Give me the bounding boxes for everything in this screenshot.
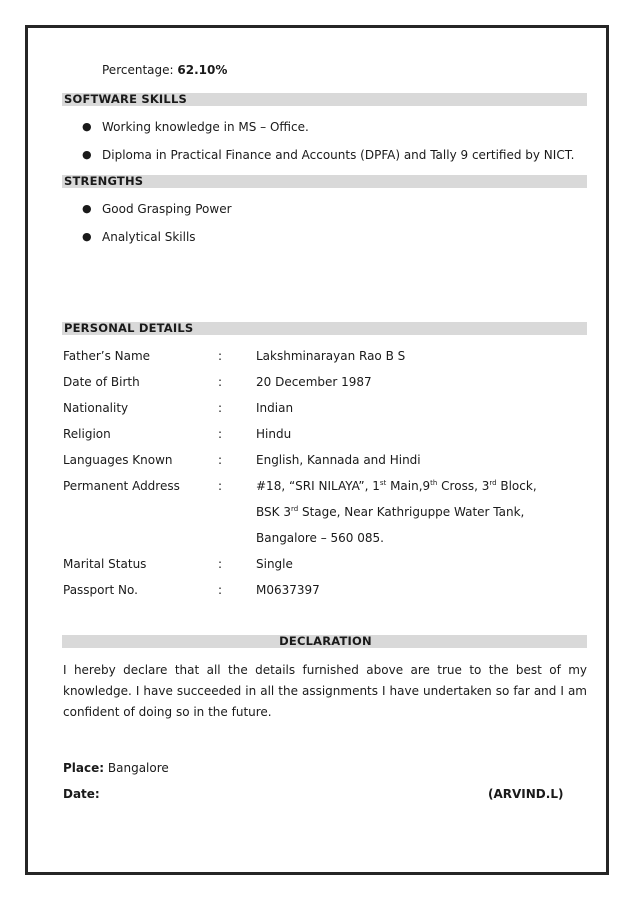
strength-item: Good Grasping Power <box>102 202 232 216</box>
percentage-value: 62.10% <box>177 63 228 77</box>
detail-separator: : <box>218 453 223 467</box>
bullet-icon: ● <box>82 202 92 215</box>
percentage-label: Percentage: <box>102 63 174 77</box>
address-text: #18, “SRI NILAYA”, 1 <box>256 479 380 493</box>
address-text: Cross, 3 <box>437 479 490 493</box>
bullet-icon: ● <box>82 230 92 243</box>
strengths-heading-text: STRENGTHS <box>64 174 144 188</box>
detail-label: Nationality <box>63 401 129 415</box>
detail-label: Languages Known <box>63 453 173 467</box>
signature-name: (ARVIND.L) <box>488 787 564 801</box>
detail-value: Indian <box>256 401 294 415</box>
detail-value: Hindu <box>256 427 292 441</box>
address-label: Permanent Address <box>63 479 180 493</box>
software-skills-heading-text: SOFTWARE SKILLS <box>64 92 187 106</box>
detail-value: M0637397 <box>256 583 320 597</box>
place-line <box>63 761 169 775</box>
address-text: Main,9 <box>386 479 431 493</box>
software-skill-item: Working knowledge in MS – Office. <box>102 120 309 134</box>
detail-label: Date of Birth <box>63 375 140 389</box>
address-line-3: Bangalore – 560 085. <box>256 531 384 545</box>
declaration-heading <box>62 635 587 648</box>
address-line-2 <box>256 505 524 519</box>
declaration-heading-text: DECLARATION <box>279 634 372 648</box>
ordinal-suffix: th <box>430 479 438 487</box>
detail-separator: : <box>218 349 223 363</box>
address-text: BSK 3 <box>256 505 291 519</box>
detail-value: 20 December 1987 <box>256 375 372 389</box>
ordinal-suffix: rd <box>290 505 299 513</box>
address-line-1 <box>256 479 537 493</box>
detail-value: Single <box>256 557 293 571</box>
detail-label: Marital Status <box>63 557 147 571</box>
detail-separator: : <box>218 479 223 493</box>
address-text: Block, <box>496 479 537 493</box>
software-skills-heading <box>62 93 587 106</box>
declaration-text: I hereby declare that all the details furnished above are true to the best of my knowledge. I have succeeded in all the assignments I have undertaken so far and I am confident of doing so in the future. <box>63 663 587 719</box>
detail-separator: : <box>218 427 223 441</box>
strengths-heading <box>62 175 587 188</box>
personal-details-heading <box>62 322 587 335</box>
strength-item: Analytical Skills <box>102 230 196 244</box>
detail-separator: : <box>218 557 223 571</box>
place-value: Bangalore <box>107 761 169 775</box>
detail-separator: : <box>218 401 223 415</box>
percentage-line <box>102 63 227 77</box>
date-label: Date: <box>63 787 100 801</box>
detail-label: Religion <box>63 427 111 441</box>
place-label: Place: <box>63 761 105 775</box>
detail-label: Father’s Name <box>63 349 151 363</box>
personal-details-heading-text: PERSONAL DETAILS <box>64 321 194 335</box>
ordinal-suffix: st <box>379 479 387 487</box>
software-skill-item: Diploma in Practical Finance and Accounts (DPFA) and Tally 9 certified by NICT. <box>102 148 575 162</box>
detail-label: Passport No. <box>63 583 138 597</box>
ordinal-suffix: rd <box>489 479 497 487</box>
detail-separator: : <box>218 583 223 597</box>
bullet-icon: ● <box>82 120 92 133</box>
bullet-icon: ● <box>82 148 92 161</box>
detail-value: Lakshminarayan Rao B S <box>256 349 406 363</box>
detail-separator: : <box>218 375 223 389</box>
detail-value: English, Kannada and Hindi <box>256 453 421 467</box>
address-text: Stage, Near Kathriguppe Water Tank, <box>298 505 525 519</box>
